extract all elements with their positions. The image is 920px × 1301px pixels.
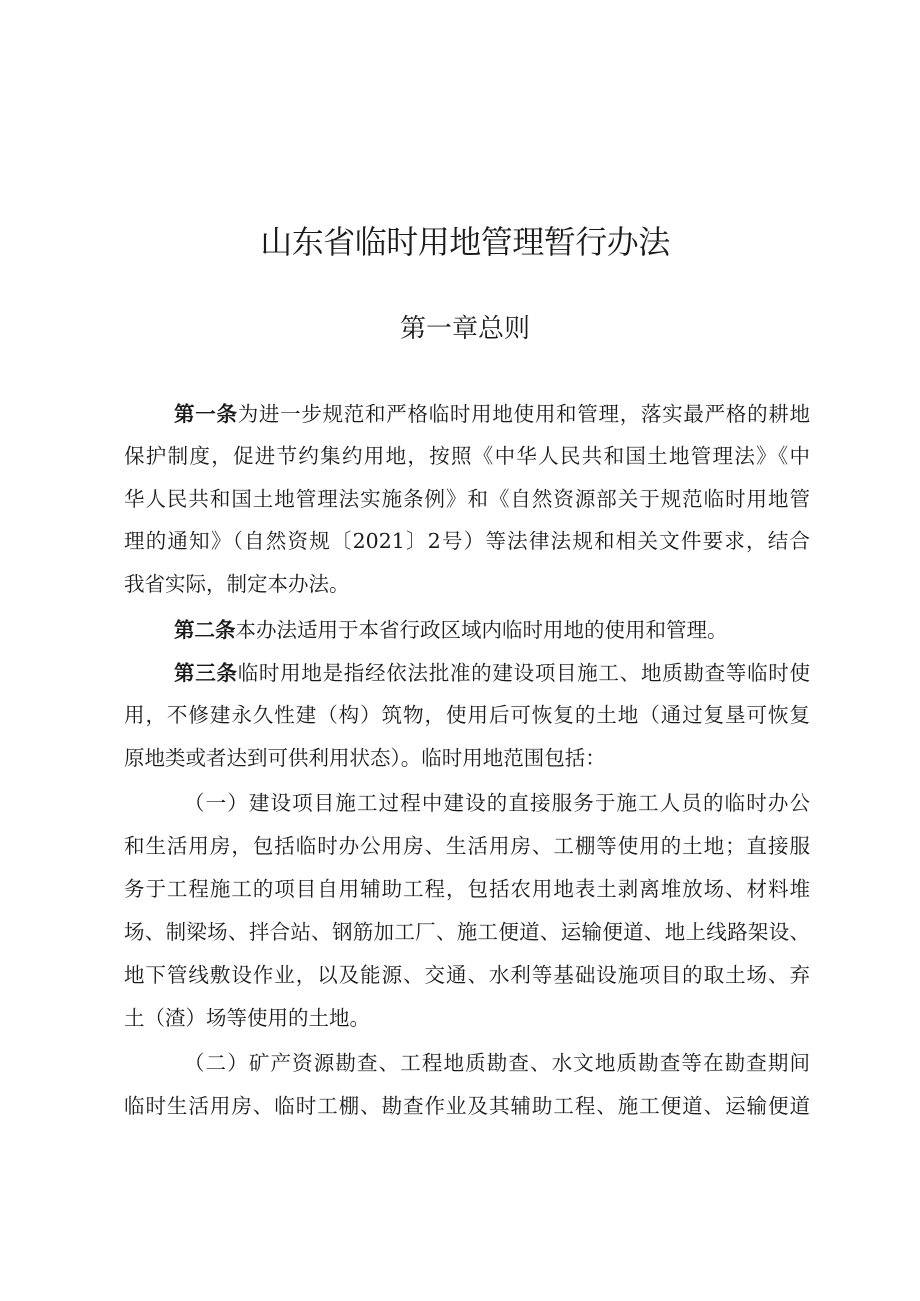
article-1-line-5: 我省实际，制定本办法。 bbox=[124, 572, 350, 596]
item-1-line-2: 和生活用房，包括临时办公用房、生活用房、工棚等使用的土地；直接服 bbox=[124, 834, 810, 858]
item-1-line-6: 土（渣）场等使用的土地。 bbox=[124, 1006, 370, 1030]
article-2-label: 第二条 bbox=[174, 618, 236, 642]
article-3-line-2: 用，不修建永久性建（构）筑物，使用后可恢复的土地（通过复垦可恢复 bbox=[124, 703, 810, 727]
item-1-line-1: （一）建设项目施工过程中建设的直接服务于施工人员的临时办公 bbox=[184, 791, 810, 815]
item-1-line-5: 地下管线敷设作业，以及能源、交通、水利等基础设施项目的取土场、弃 bbox=[124, 963, 810, 987]
item-1-line-4: 场、制梁场、拌合站、钢筋加工厂、施工便道、运输便道、地上线路架设、 bbox=[124, 920, 810, 944]
item-2-line-1: （二）矿产资源勘查、工程地质勘查、水文地质勘查等在勘查期间 bbox=[184, 1051, 810, 1075]
item-1-line-3: 务于工程施工的项目自用辅助工程，包括农用地表土剥离堆放场、材料堆 bbox=[124, 877, 810, 901]
document-title: 山东省临时用地管理暂行办法 bbox=[260, 223, 670, 261]
chapter-title: 第一章总则 bbox=[399, 314, 530, 344]
article-3-line-1: 第三条临时用地是指经依法批准的建设项目施工、地质勘查等临时使 bbox=[174, 661, 811, 685]
item-2-line-2: 临时生活用房、临时工棚、勘查作业及其辅助工程、施工便道、运输便道 bbox=[124, 1094, 810, 1118]
article-1-label: 第一条 bbox=[174, 402, 238, 426]
article-3-label: 第三条 bbox=[174, 661, 238, 685]
article-2-line-1: 第二条本办法适用于本省行政区域内临时用地的使用和管理。 bbox=[174, 618, 728, 642]
article-3-line-3: 原地类或者达到可供利用状态）。临时用地范围包括： bbox=[124, 746, 606, 770]
article-1-line-3: 华人民共和国土地管理法实施条例》和《自然资源部关于规范临时用地管 bbox=[124, 487, 810, 511]
article-1-line-4: 理的通知》（自然资规〔2021〕2号）等法律法规和相关文件要求，结合 bbox=[124, 529, 810, 553]
article-1-line-2: 保护制度，促进节约集约用地，按照《中华人民共和国土地管理法》《中 bbox=[124, 444, 810, 468]
article-1-line-1: 第一条为进一步规范和严格临时用地使用和管理，落实最严格的耕地 bbox=[174, 402, 811, 426]
